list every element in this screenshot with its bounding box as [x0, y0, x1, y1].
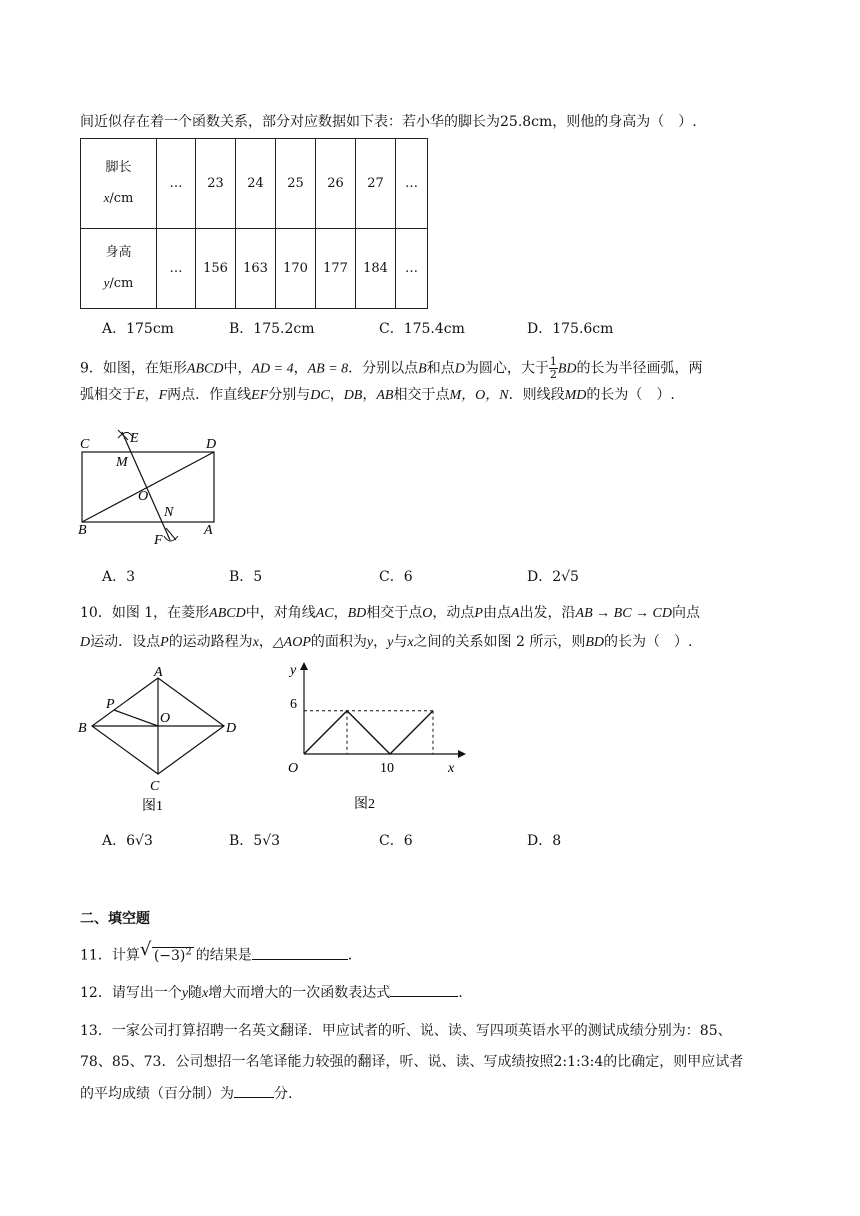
q13-line2: 78、85、73．公司想招一名笔译能力较强的翻译，听、说、读、写成绩按照2:1:3:4的比确定，则甲应试者: [80, 1054, 744, 1070]
table-row1-label: [81, 139, 157, 229]
q9-option-d[interactable]: D．2√5: [527, 569, 579, 585]
caption-fig2: 图2: [354, 797, 375, 812]
q12: 12．请写出一个y随x增大而增大的一次函数表达式 .: [80, 982, 463, 1004]
q8-option-a[interactable]: A．175cm: [102, 321, 174, 337]
fraction-half: $\frac{1}{2}$: [549, 355, 557, 381]
x-axis-label: x: [448, 761, 455, 776]
label-o: O: [160, 711, 171, 726]
rectangle-figure: [72, 424, 232, 548]
q11: 11．计算 √ $(-3)^2$ 的结果是 ．: [80, 939, 362, 964]
label-y-cm: y/cm: [103, 275, 134, 291]
table-cell: …: [157, 139, 196, 229]
label-c: C: [80, 437, 90, 452]
q10-option-b[interactable]: B．5√3: [229, 833, 281, 849]
q9-line1: 9．如图，在矩形ABCD中，AD = 4，AB = 8．分别以点B和点D为圆心，大于 $\frac{1}{2}$ BD的长为半径画弧，两: [80, 355, 703, 381]
q8-option-d[interactable]: D．175.6cm: [527, 321, 614, 337]
q9-option-b[interactable]: B．5: [229, 569, 263, 585]
diagonal-bd: [82, 452, 214, 522]
label-c: C: [150, 779, 160, 794]
label-e: E: [130, 431, 139, 446]
table-row2-label: [81, 229, 157, 309]
caption-fig1: 图1: [142, 799, 163, 814]
table-cell: …: [157, 229, 196, 309]
line-ef: [122, 432, 170, 540]
segment-po: [114, 710, 158, 726]
label-n: N: [164, 505, 174, 520]
label-m: M: [116, 455, 128, 470]
label-o: O: [138, 489, 149, 504]
label-foot: 脚长: [105, 160, 132, 175]
rhombus-figure: [72, 664, 252, 816]
q9-option-c[interactable]: C．6: [379, 569, 413, 585]
label-d: D: [226, 721, 237, 736]
series-polyline: [304, 711, 433, 754]
q9-line2: 弧相交于E，F两点．作直线EF分别与DC，DB，AB相交于点M，O，N．则线段MD的长为（ ）.: [80, 387, 675, 403]
table-cell: 184: [356, 229, 396, 309]
label-height: 身高: [105, 245, 132, 260]
label-b: B: [78, 523, 87, 538]
q10-option-c[interactable]: C．6: [379, 833, 413, 849]
table-cell: 170: [276, 229, 316, 309]
q13-line1: 13．一家公司打算招聘一名英文翻译．甲应试者的听、说、读、写四项英语水平的测试成绩分别为：85、: [80, 1023, 732, 1039]
table-cell: 156: [196, 229, 236, 309]
table-cell: 25: [276, 139, 316, 229]
q8-intro: 间近似存在着一个函数关系，部分对应数据如下表：若小华的脚长为25.8cm，则他的身高为（ ）.: [80, 114, 697, 130]
table-cell: …: [396, 229, 428, 309]
label-b: B: [78, 721, 87, 736]
q8-option-b[interactable]: B．175.2cm: [229, 321, 315, 337]
table-cell: 24: [236, 139, 276, 229]
series-line: [304, 711, 433, 754]
y-axis-label: y: [290, 663, 297, 678]
table-cell: 27: [356, 139, 396, 229]
arc-e-2: [118, 430, 128, 440]
sqrt-expression: √ $(-3)^2$: [139, 939, 192, 964]
table-cell: 26: [316, 139, 356, 229]
q9-option-a[interactable]: A．3: [102, 569, 136, 585]
y-tick-6: 6: [290, 697, 297, 712]
table-cell: 177: [316, 229, 356, 309]
table-cell: …: [396, 139, 428, 229]
q8-option-c[interactable]: C．175.4cm: [379, 321, 465, 337]
q10-line2: D运动．设点P的运动路程为x，△AOP的面积为y，y与x之间的关系如图 2 所示，则BD的长为（ ）.: [80, 634, 693, 650]
q13-line3: 的平均成绩（百分制）为 分.: [80, 1083, 292, 1104]
answer-blank[interactable]: [252, 945, 348, 960]
x-tick-10: 10: [380, 761, 394, 776]
q10-option-d[interactable]: D．8: [527, 833, 562, 849]
label-p: P: [106, 697, 115, 712]
table-cell: 163: [236, 229, 276, 309]
foot-height-table: [80, 138, 428, 309]
origin-label: O: [288, 761, 299, 776]
answer-blank[interactable]: [390, 982, 458, 997]
line-chart: [280, 658, 470, 818]
table-cell: 23: [196, 139, 236, 229]
label-x-cm: x/cm: [103, 190, 134, 206]
section-title: 二、填空题: [80, 911, 150, 927]
y-axis-arrow: [300, 662, 308, 670]
label-d: D: [206, 437, 217, 452]
q10-line1: 10．如图 1，在菱形ABCD中，对角线AC，BD相交于点O，动点P由点A出发，沿AB → BC → CD向点: [80, 605, 700, 621]
label-a: A: [154, 665, 163, 680]
label-a: A: [204, 523, 213, 538]
q10-option-a[interactable]: A．6√3: [102, 833, 153, 849]
label-f: F: [154, 533, 163, 548]
x-axis-arrow: [458, 750, 466, 758]
arc-f: [164, 536, 178, 541]
answer-blank[interactable]: [234, 1083, 274, 1098]
